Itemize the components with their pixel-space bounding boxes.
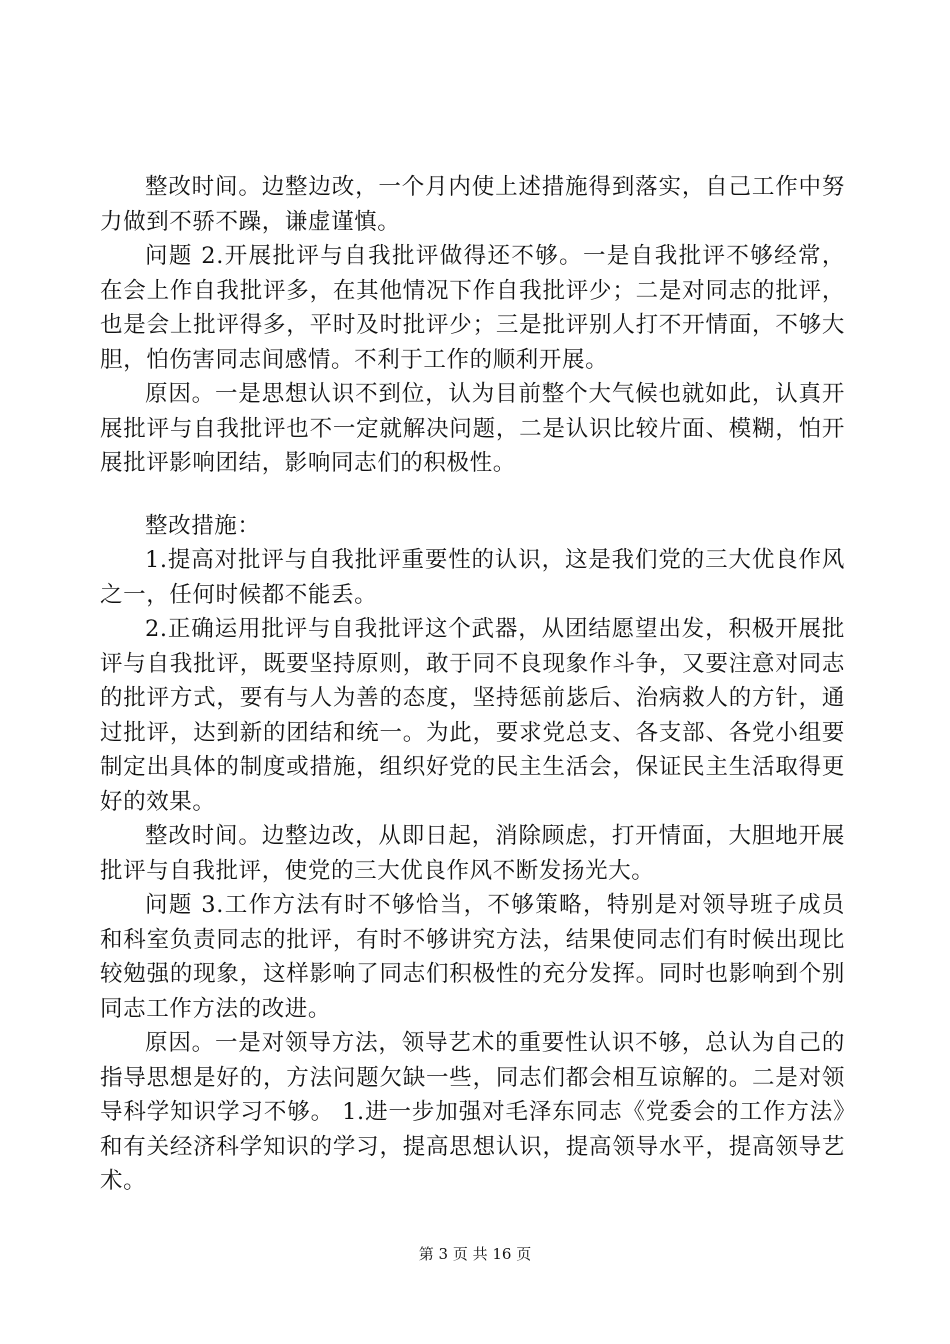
paragraph-measures-heading: 整改措施： — [145, 512, 261, 539]
paragraph-measure-1: 1.提高对批评与自我批评重要性的认识，这是我们党的三大优良作风之一，任何时候都不能丢。 — [100, 547, 845, 608]
paragraph-problem-2: 问题 2.开展批评与自我批评做得还不够。一是自我批评不够经常，在会上作自我批评多，在其他情况下作自我批评少；二是对同志的批评，也是会上批评得多，平时及时批评少；三是批评别人打不开情面，不够大胆，怕伤害同志间感情。不利于工作的顺利开展。 — [100, 243, 845, 373]
document-body — [100, 170, 845, 1199]
paragraph-problem-3: 问题 3.工作方法有时不够恰当，不够策略，特别是对领导班子成员和科室负责同志的批评，有时不够讲究方法，结果使同志们有时候出现比较勉强的现象，这样影响了同志们积极性的充分发挥。同时也影响到个别同志工作方法的改进。 — [100, 892, 845, 1022]
page-number-footer: 第 3 页 共 16 页 — [418, 1245, 532, 1263]
paragraph-measure-2: 2.正确运用批评与自我批评这个武器，从团结愿望出发，积极开展批评与自我批评，既要坚持原则，敢于同不良现象作斗争，又要注意对同志的批评方式，要有与人为善的态度，坚持惩前毖后、治病救人的方针，通过批评，达到新的团结和统一。为此，要求党总支、各支部、各党小组要制定出具体的制度或措施，组织好党的民主生活会，保证民主生活取得更好的效果。 — [100, 616, 845, 815]
paragraph-rectification-time-2: 整改时间。边整边改，从即日起，消除顾虑，打开情面，大胆地开展批评与自我批评，使党的三大优良作风不断发扬光大。 — [100, 823, 845, 884]
paragraph-cause-1: 原因。一是思想认识不到位，认为目前整个大气候也就如此，认真开展批评与自我批评也不一定就解决问题，二是认识比较片面、模糊，怕开展批评影响团结，影响同志们的积极性。 — [100, 381, 845, 476]
paragraph-rectification-time-1: 整改时间。边整边改，一个月内使上述措施得到落实，自己工作中努力做到不骄不躁，谦虚谨慎。 — [100, 174, 845, 235]
paragraph-cause-2: 原因。一是对领导方法，领导艺术的重要性认识不够，总认为自己的指导思想是好的，方法问题欠缺一些，同志们都会相互谅解的。二是对领导科学知识学习不够。 1.进一步加强对毛泽东同志《党委会的工作方法》和有关经济科学知识的学习，提高思想认识，提高领导水平，提高领导艺术。 — [100, 1030, 845, 1194]
paragraph-gap — [100, 481, 845, 509]
